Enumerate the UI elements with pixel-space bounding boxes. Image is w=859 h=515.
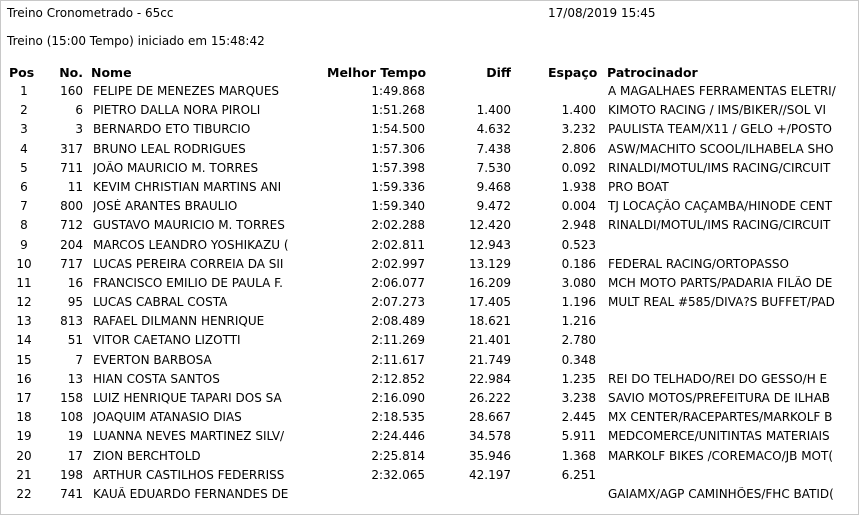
cell-best-time: 1:57.306 [371,141,425,156]
cell-pos: 22 [16,486,32,501]
cell-name: ZION BERCHTOLD [93,448,201,463]
cell-sponsor: MEDCOMERCE/UNITINTAS MATERIAIS [608,429,830,444]
cell-number: 158 [60,391,83,405]
cell-best-time: 2:16.090 [371,391,425,405]
cell-pos: 8 [20,218,28,233]
cell-number: 17 [67,448,83,463]
cell-pos: 7 [20,199,28,214]
cell-sponsor: A MAGALHAES FERRAMENTAS ELETRI/ [608,84,836,98]
page-title: Treino Cronometrado - 65cc [7,6,174,20]
cell-sponsor: MULT REAL #585/DIVA?S BUFFET/PAD [608,295,835,310]
cell-diff: 21.749 [469,352,511,367]
cell-gap: 0.004 [561,199,596,214]
cell-gap: 1.400 [561,103,596,118]
cell-number: 19 [67,429,83,444]
results-table-body [1,83,859,505]
column-header-gap: Espaço [548,65,598,80]
cell-pos: 18 [16,410,32,425]
cell-diff: 12.943 [469,237,511,252]
cell-number: 51 [67,333,83,348]
cell-best-time: 1:57.398 [371,160,425,175]
cell-pos: 1 [20,84,28,98]
cell-best-time: 2:12.852 [371,371,425,386]
cell-number: 717 [60,256,83,271]
cell-best-time: 2:11.269 [371,333,425,348]
cell-best-time: 2:11.617 [371,352,425,367]
cell-diff: 13.129 [469,256,511,271]
cell-name: JOSÉ ARANTES BRAULIO [93,199,238,214]
column-header-pos: Pos [9,65,35,80]
cell-diff: 7.438 [476,141,511,156]
cell-pos: 17 [16,391,32,405]
cell-number: 13 [67,371,83,386]
cell-sponsor: FEDERAL RACING/ORTOPASSO [608,256,789,271]
cell-name: GUSTAVO MAURICIO M. TORRES [93,218,285,233]
cell-pos: 12 [16,295,32,310]
cell-pos: 14 [16,333,32,348]
table-row [1,352,859,371]
cell-gap: 1.938 [561,179,596,194]
cell-diff: 28.667 [469,410,511,425]
cell-diff: 4.632 [476,122,511,137]
cell-gap: 0.523 [561,237,596,252]
table-row [1,390,859,409]
cell-pos: 13 [16,314,32,329]
table-row [1,448,859,467]
cell-number: 741 [60,486,83,501]
cell-name: LUCAS PEREIRA CORREIA DA SII [93,256,284,271]
cell-best-time: 2:02.811 [371,237,425,252]
cell-best-time: 2:02.997 [371,256,425,271]
cell-sponsor: PRO BOAT [608,179,669,194]
cell-gap: 1.216 [561,314,596,329]
cell-name: JOÃO MAURICIO M. TORRES [93,160,259,175]
cell-gap: 5.911 [561,429,596,444]
cell-number: 108 [60,410,83,425]
cell-best-time: 2:18.535 [371,410,425,425]
cell-gap: 0.348 [561,352,596,367]
cell-diff: 17.405 [469,295,511,310]
cell-sponsor: RINALDI/MOTUL/IMS RACING/CIRCUIT [608,218,831,233]
cell-best-time: 1:49.868 [371,84,425,98]
cell-best-time: 1:59.336 [371,179,425,194]
table-row [1,294,859,313]
cell-sponsor: RINALDI/MOTUL/IMS RACING/CIRCUIT [608,160,831,175]
table-row [1,467,859,486]
cell-gap: 3.238 [561,391,596,405]
cell-pos: 16 [16,371,32,386]
table-row [1,256,859,275]
cell-number: 3 [75,122,83,137]
cell-diff: 9.472 [476,199,511,214]
cell-number: 813 [60,314,83,329]
report-datetime: 17/08/2019 15:45 [548,6,656,20]
table-row [1,141,859,160]
cell-diff: 34.578 [469,429,511,444]
cell-sponsor: REI DO TELHADO/REI DO GESSO/H E [608,371,828,386]
cell-number: 317 [60,141,83,156]
table-row [1,428,859,447]
column-header-sponsor: Patrocinador [607,65,698,80]
cell-name: EVERTON BARBOSA [93,352,212,367]
cell-name: LUCAS CABRAL COSTA [93,295,228,310]
cell-name: MARCOS LEANDRO YOSHIKAZU ( [93,237,289,252]
cell-pos: 19 [16,429,32,444]
cell-best-time: 2:07.273 [371,295,425,310]
cell-name: BERNARDO ETO TIBURCIO [93,122,251,137]
cell-diff: 18.621 [469,314,511,329]
cell-pos: 6 [20,179,28,194]
cell-number: 712 [60,218,83,233]
cell-best-time: 1:54.500 [371,122,425,137]
table-row [1,160,859,179]
cell-sponsor: MARKOLF BIKES /COREMACO/JB MOT( [608,448,834,463]
cell-name: VITOR CAETANO LIZOTTI [93,333,241,348]
column-header-name: Nome [91,65,132,80]
cell-gap: 2.445 [561,410,596,425]
table-row [1,237,859,256]
table-row [1,102,859,121]
cell-diff: 9.468 [476,179,511,194]
table-header [1,65,859,81]
table-row [1,313,859,332]
cell-diff: 7.530 [476,160,511,175]
cell-diff: 22.984 [469,371,511,386]
cell-name: ARTHUR CASTILHOS FEDERRISS [93,467,285,482]
table-row [1,371,859,390]
cell-gap: 6.251 [561,467,596,482]
cell-number: 95 [67,295,83,310]
cell-number: 711 [60,160,83,175]
column-header-diff: Diff [486,65,511,80]
cell-number: 160 [60,84,83,98]
table-row [1,179,859,198]
cell-name: KAUÃ EDUARDO FERNANDES DE [93,486,289,501]
table-row [1,121,859,140]
cell-pos: 4 [20,141,28,156]
table-row [1,83,859,102]
table-row [1,332,859,351]
cell-sponsor: ASW/MACHITO SCOOL/ILHABELA SHO [608,141,834,156]
cell-name: PIETRO DALLA NORA PIROLI [93,103,261,118]
cell-pos: 15 [16,352,32,367]
cell-number: 11 [67,179,83,194]
column-header-no: No. [59,65,83,80]
cell-name: KEVIM CHRISTIAN MARTINS ANI [93,179,282,194]
table-row [1,217,859,236]
cell-sponsor: PAULISTA TEAM/X11 / GELO +/POSTO [608,122,832,137]
cell-number: 6 [75,103,83,118]
table-row [1,275,859,294]
cell-diff: 21.401 [469,333,511,348]
cell-pos: 9 [20,237,28,252]
cell-best-time: 2:25.814 [371,448,425,463]
cell-gap: 2.780 [561,333,596,348]
cell-name: FELIPE DE MENEZES MARQUES [93,84,280,98]
cell-sponsor: GAIAMX/AGP CAMINHÕES/FHC BATID( [608,486,834,501]
cell-best-time: 2:08.489 [371,314,425,329]
cell-best-time: 2:24.446 [371,429,425,444]
cell-best-time: 2:06.077 [371,275,425,290]
cell-gap: 1.368 [561,448,596,463]
cell-name: JOAQUIM ATANASIO DIAS [93,410,242,425]
cell-gap: 1.235 [561,371,596,386]
cell-number: 800 [60,199,83,214]
cell-diff: 1.400 [476,103,511,118]
cell-sponsor: MX CENTER/RACEPARTES/MARKOLF B [608,410,833,425]
cell-sponsor: KIMOTO RACING / IMS/BIKER//SOL VI [608,103,827,118]
cell-diff: 16.209 [469,275,511,290]
cell-name: BRUNO LEAL RODRIGUES [93,141,246,156]
cell-pos: 20 [16,448,32,463]
cell-best-time: 1:51.268 [371,103,425,118]
cell-diff: 35.946 [469,448,511,463]
cell-number: 198 [60,467,83,482]
cell-number: 204 [60,237,83,252]
cell-name: FRANCISCO EMILIO DE PAULA F. [93,275,283,290]
cell-gap: 3.080 [561,275,596,290]
column-header-best-time: Melhor Tempo [327,65,427,80]
cell-pos: 21 [16,467,32,482]
cell-best-time: 2:32.065 [371,467,425,482]
cell-pos: 2 [20,103,28,118]
cell-pos: 5 [20,160,28,175]
cell-best-time: 2:02.288 [371,218,425,233]
cell-diff: 12.420 [469,218,511,233]
cell-sponsor: SAVIO MOTOS/PREFEITURA DE ILHAB [608,391,831,405]
cell-name: HIAN COSTA SANTOS [93,371,220,386]
cell-gap: 3.232 [561,122,596,137]
cell-diff: 42.197 [469,467,511,482]
cell-gap: 1.196 [561,295,596,310]
cell-gap: 0.186 [561,256,596,271]
cell-gap: 2.806 [561,141,596,156]
cell-pos: 3 [20,122,28,137]
table-row [1,198,859,217]
cell-name: LUIZ HENRIQUE TAPARI DOS SA [93,391,282,405]
cell-sponsor: TJ LOCAÇÃO CAÇAMBA/HINODE CENT [608,199,833,214]
table-row [1,409,859,428]
table-row [1,486,859,505]
cell-number: 7 [75,352,83,367]
cell-diff: 26.222 [469,391,511,405]
cell-pos: 11 [16,275,32,290]
cell-name: RAFAEL DILMANN HENRIQUE [93,314,265,329]
cell-pos: 10 [16,256,32,271]
cell-number: 16 [67,275,83,290]
cell-best-time: 1:59.340 [371,199,425,214]
cell-sponsor: MCH MOTO PARTS/PADARIA FILÃO DE [608,275,833,290]
cell-gap: 0.092 [561,160,596,175]
cell-gap: 2.948 [561,218,596,233]
cell-name: LUANNA NEVES MARTINEZ SILV/ [93,429,285,444]
session-info: Treino (15:00 Tempo) iniciado em 15:48:42 [7,34,265,48]
